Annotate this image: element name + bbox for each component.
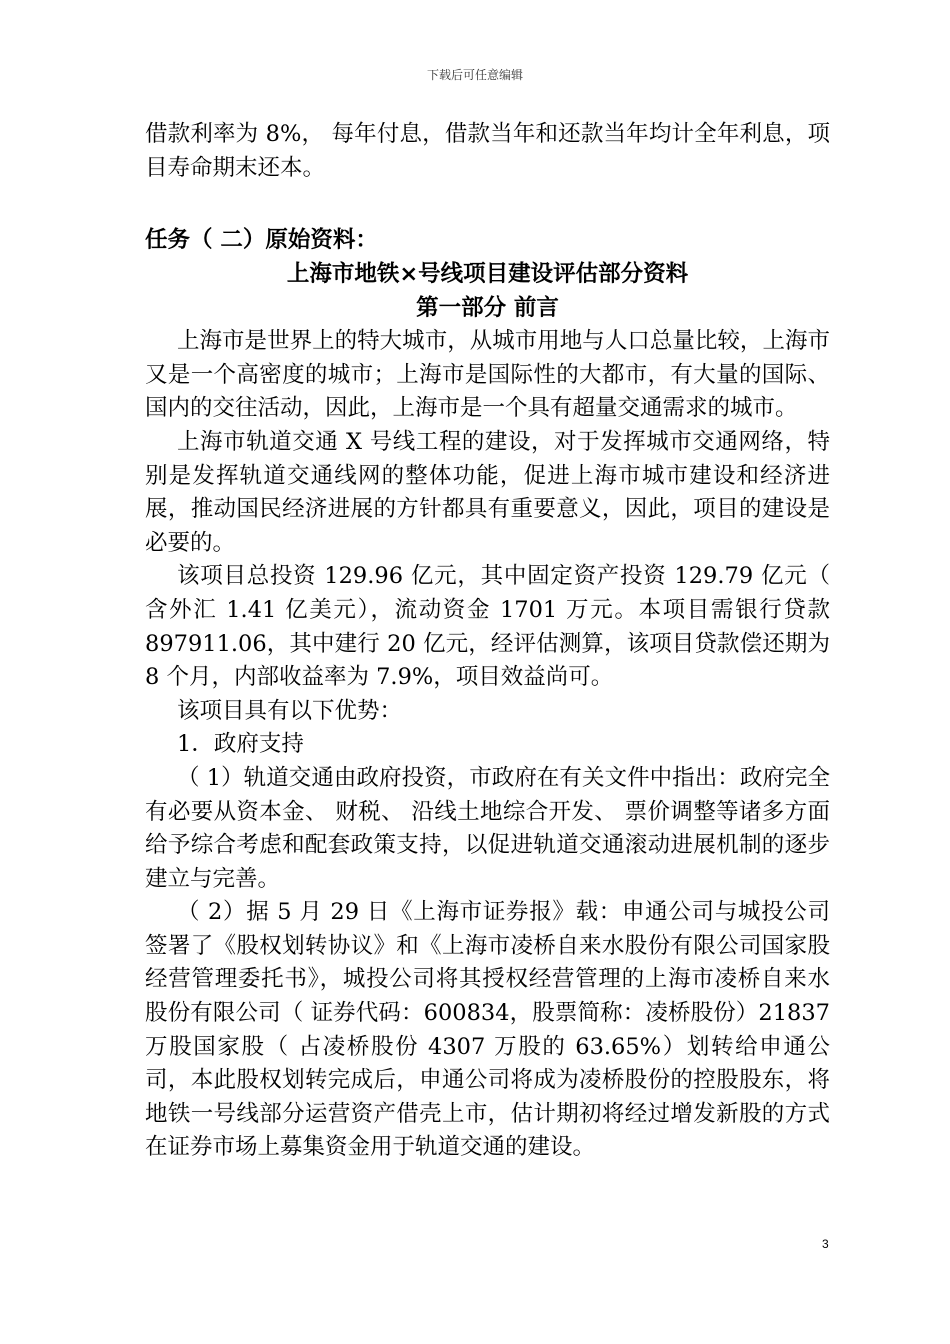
paragraph-advantages: 该项目具有以下优势： xyxy=(177,697,403,724)
page-number: 3 xyxy=(822,1237,829,1251)
paragraph-investment: 该项目总投资 129.96 亿元，其中固定资产投资 129.79 亿元（ 含外汇 1.41 亿美元），流动资金 1701 万元。本项目需银行贷款 897911.06，其中建行 20 亿元，经评估测算，该项目贷款偿还期为 8 个月，内部收益率为 7.9%，项目效益尚可。 xyxy=(145,563,830,691)
paragraph-item-2: （ 2）据 5 月 29 日《上海市证券报》载：申通公司与城投公司签署了《股权划转协议》和《上海市凌桥自来水股份有限公司国家股经营管理委托书》，城投公司将其授权经营管理的上海市凌桥自来水股份有限公司（ 证券代码：600834，股票简称：凌桥股份）21837 万股国家股（ 占凌桥股份 4307 万股的 63.65%）划转给申通公司，本此股权划转完成后，申通公司将成为凌桥股份的控股股东，将地铁一号线部分运营资产借壳上市，估计期初将经过增发新股的方式在证券市场上募集资金用于轨道交通的建设。 xyxy=(145,899,830,1161)
page-header: 下载后可任意编辑 xyxy=(426,68,523,82)
paragraph-loan-rate: 借款利率为 8%， 每年付息，借款当年和还款当年均计全年利息，项目寿命期末还本。 xyxy=(145,121,830,181)
section-heading-task: 任务（ 二）原始资料： xyxy=(145,227,378,254)
list-heading-government-support: 1．政府支持 xyxy=(177,731,304,758)
paragraph-city-intro: 上海市是世界上的特大城市，从城市用地与人口总量比较，上海市又是一个高密度的城市；上海市是国际性的大都市，有大量的国际、 国内的交往活动，因此，上海市是一个具有超量交通需求的城市。 xyxy=(145,328,830,422)
document-title: 上海市地铁×号线项目建设评估部分资料 xyxy=(286,261,689,288)
paragraph-item-1: （ 1）轨道交通由政府投资，市政府在有关文件中指出：政府完全有必要从资本金、 财税、 沿线土地综合开发、 票价调整等诸多方面给予综合考虑和配套政策支持，以促进轨道交通滚动进展机制的逐步建立与完善。 xyxy=(145,764,830,892)
paragraph-project-necessity: 上海市轨道交通 X 号线工程的建设，对于发挥城市交通网络，特别是发挥轨道交通线网的整体功能，促进上海市城市建设和经济进展，推动国民经济进展的方针都具有重要意义，因此，项目的建设是必要的。 xyxy=(145,428,830,556)
document-body xyxy=(145,118,830,1165)
part-heading: 第一部分 前言 xyxy=(416,295,559,322)
